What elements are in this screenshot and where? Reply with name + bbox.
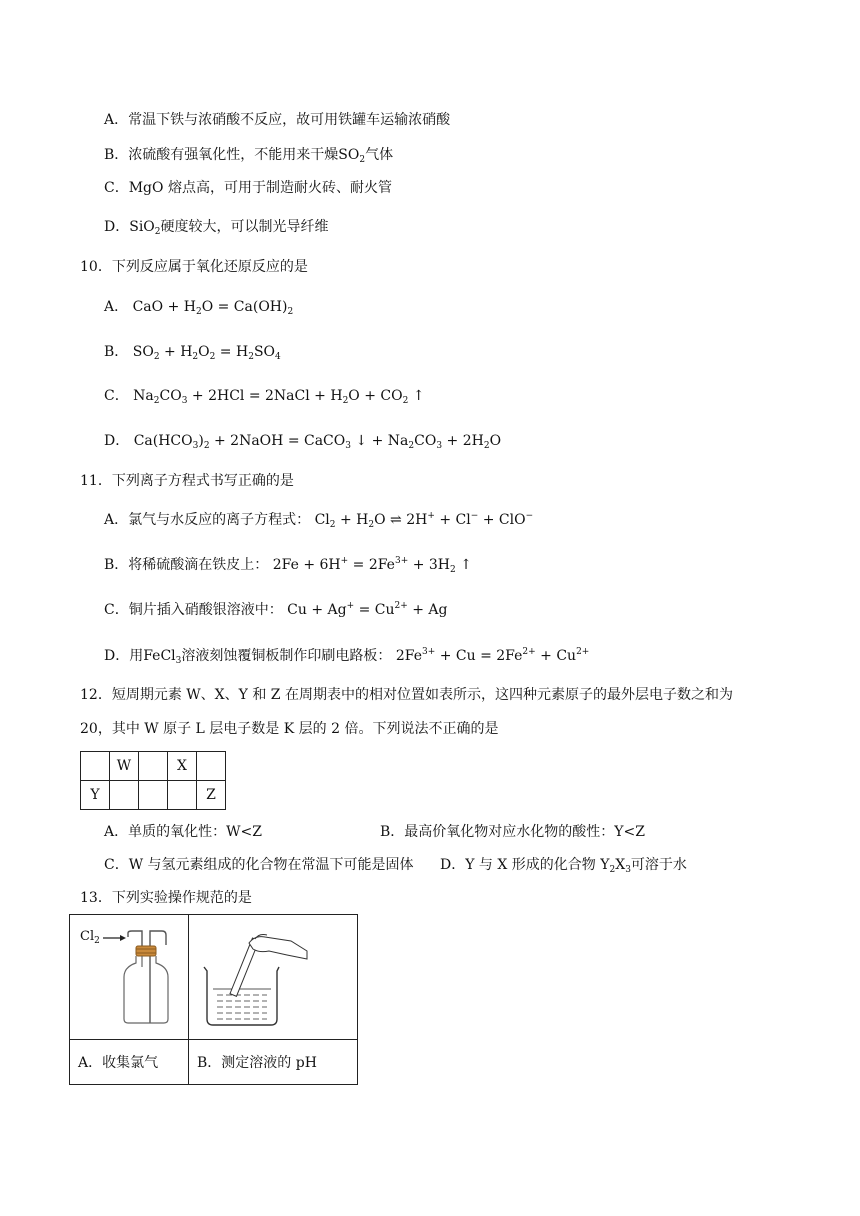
q9-option-c: C．MgO 熔点高，可用于制造耐火砖、耐火管 — [104, 180, 392, 196]
equation: $2Fe + 6H^+ = 2Fe^{3+} + 3H_2$ ↑ — [272, 556, 472, 575]
equation: $Ca(HCO_3)_2$ + 2NaOH = CaCO$_3$ ↓ + $Na_2CO_3 + 2H_2O$ — [133, 433, 502, 451]
caption-a: A．收集氯气 — [70, 1040, 189, 1085]
figure-cell-b — [189, 915, 358, 1040]
equation: $SO_2 + H_2O_2 = H_2SO_4$ — [132, 344, 281, 362]
table-cell: Z — [197, 781, 226, 810]
table-cell: X — [168, 752, 197, 781]
q10-option-a: A． CaO + $H_2O = Ca(OH)_2$ — [104, 299, 294, 317]
q12-option-b: B．最高价氧化物对应水化物的酸性：Y<Z — [380, 824, 645, 840]
table-cell: Y — [81, 781, 110, 810]
q9-option-d: D．SiO$_2$硬度较大，可以制光导纤维 — [104, 219, 329, 237]
equation: $2Fe^{3+} + Cu = 2Fe^{2+} + Cu^{2+}$ — [395, 647, 590, 664]
periodic-table-fragment — [80, 751, 226, 810]
q11-stem: 11．下列离子方程式书写正确的是 — [80, 473, 294, 489]
equation: $Cu + Ag^+ = Cu^{2+} + Ag$ — [287, 601, 448, 618]
equation: $Na_2CO_3 + 2HCl$ = 2NaCl + $H_2O + CO_2$ ↑ — [133, 388, 425, 406]
figure-cell-a — [70, 915, 189, 1040]
table-cell — [110, 781, 139, 810]
q11-option-b: B．将稀硫酸滴在铁皮上： $2Fe + 6H^+ = 2Fe^{3+} + 3H_2$ ↑ — [104, 556, 472, 575]
equation: CaO + $H_2O = Ca(OH)_2$ — [132, 299, 294, 317]
experiment-table — [69, 914, 358, 1085]
table-row — [70, 1040, 358, 1085]
gas-label: $Cl_2$ — [80, 929, 100, 946]
q11-option-a: A．氯气与水反应的离子方程式： $Cl_2 + H_2O$ ⇌ 2H+ + Cl− + ClO− — [104, 511, 534, 530]
table-row — [81, 781, 226, 810]
q12-option-a: A．单质的氧化性：W<Z — [104, 824, 262, 840]
q11-option-c: C．铜片插入硝酸银溶液中： $Cu + Ag^+ = Cu^{2+} + Ag$ — [104, 601, 448, 618]
q12-option-c: C．W 与氢元素组成的化合物在常温下可能是固体 — [104, 857, 414, 873]
table-cell — [139, 752, 168, 781]
q10-option-d: D． $Ca(HCO_3)_2$ + 2NaOH = CaCO$_3$ ↓ + $Na_2CO_3 + 2H_2O$ — [104, 433, 502, 451]
gas-collection-bottle-icon — [70, 915, 188, 1039]
beaker-ph-test-icon — [189, 915, 357, 1039]
q9-option-a: A．常温下铁与浓硝酸不反应，故可用铁罐车运输浓硝酸 — [104, 112, 451, 128]
table-cell — [168, 781, 197, 810]
q10-option-c: C． $Na_2CO_3 + 2HCl$ = 2NaCl + $H_2O + CO_2$ ↑ — [104, 388, 425, 406]
q12-option-d: D．Y 与 X 形成的化合物 $Y_2X_3$可溶于水 — [440, 857, 687, 875]
q12-stem-line1: 12．短周期元素 W、X、Y 和 Z 在周期表中的相对位置如表所示，这四种元素原子的最外层电子数之和为 — [80, 687, 733, 703]
q9-option-b: B．浓硫酸有强氧化性，不能用来干燥$SO_2$气体 — [104, 147, 394, 165]
q13-stem: 13．下列实验操作规范的是 — [80, 890, 252, 906]
equation: $Cl_2 + H_2O$ ⇌ 2H+ + Cl− + ClO− — [314, 511, 534, 530]
q10-option-b: B． $SO_2 + H_2O_2 = H_2SO_4$ — [104, 344, 281, 362]
table-cell — [81, 752, 110, 781]
q10-stem: 10．下列反应属于氧化还原反应的是 — [80, 259, 308, 275]
table-row — [81, 752, 226, 781]
table-row — [70, 915, 358, 1040]
table-cell — [197, 752, 226, 781]
caption-b: B．测定溶液的 pH — [189, 1040, 358, 1085]
table-cell — [139, 781, 168, 810]
q12-stem-line2: 20，其中 W 原子 L 层电子数是 K 层的 2 倍。下列说法不正确的是 — [80, 721, 499, 737]
table-cell: W — [110, 752, 139, 781]
q11-option-d: D．用FeCl$_3$溶液刻蚀覆铜板制作印刷电路板： $2Fe^{3+} + Cu = 2Fe^{2+} + Cu^{2+}$ — [104, 647, 590, 666]
